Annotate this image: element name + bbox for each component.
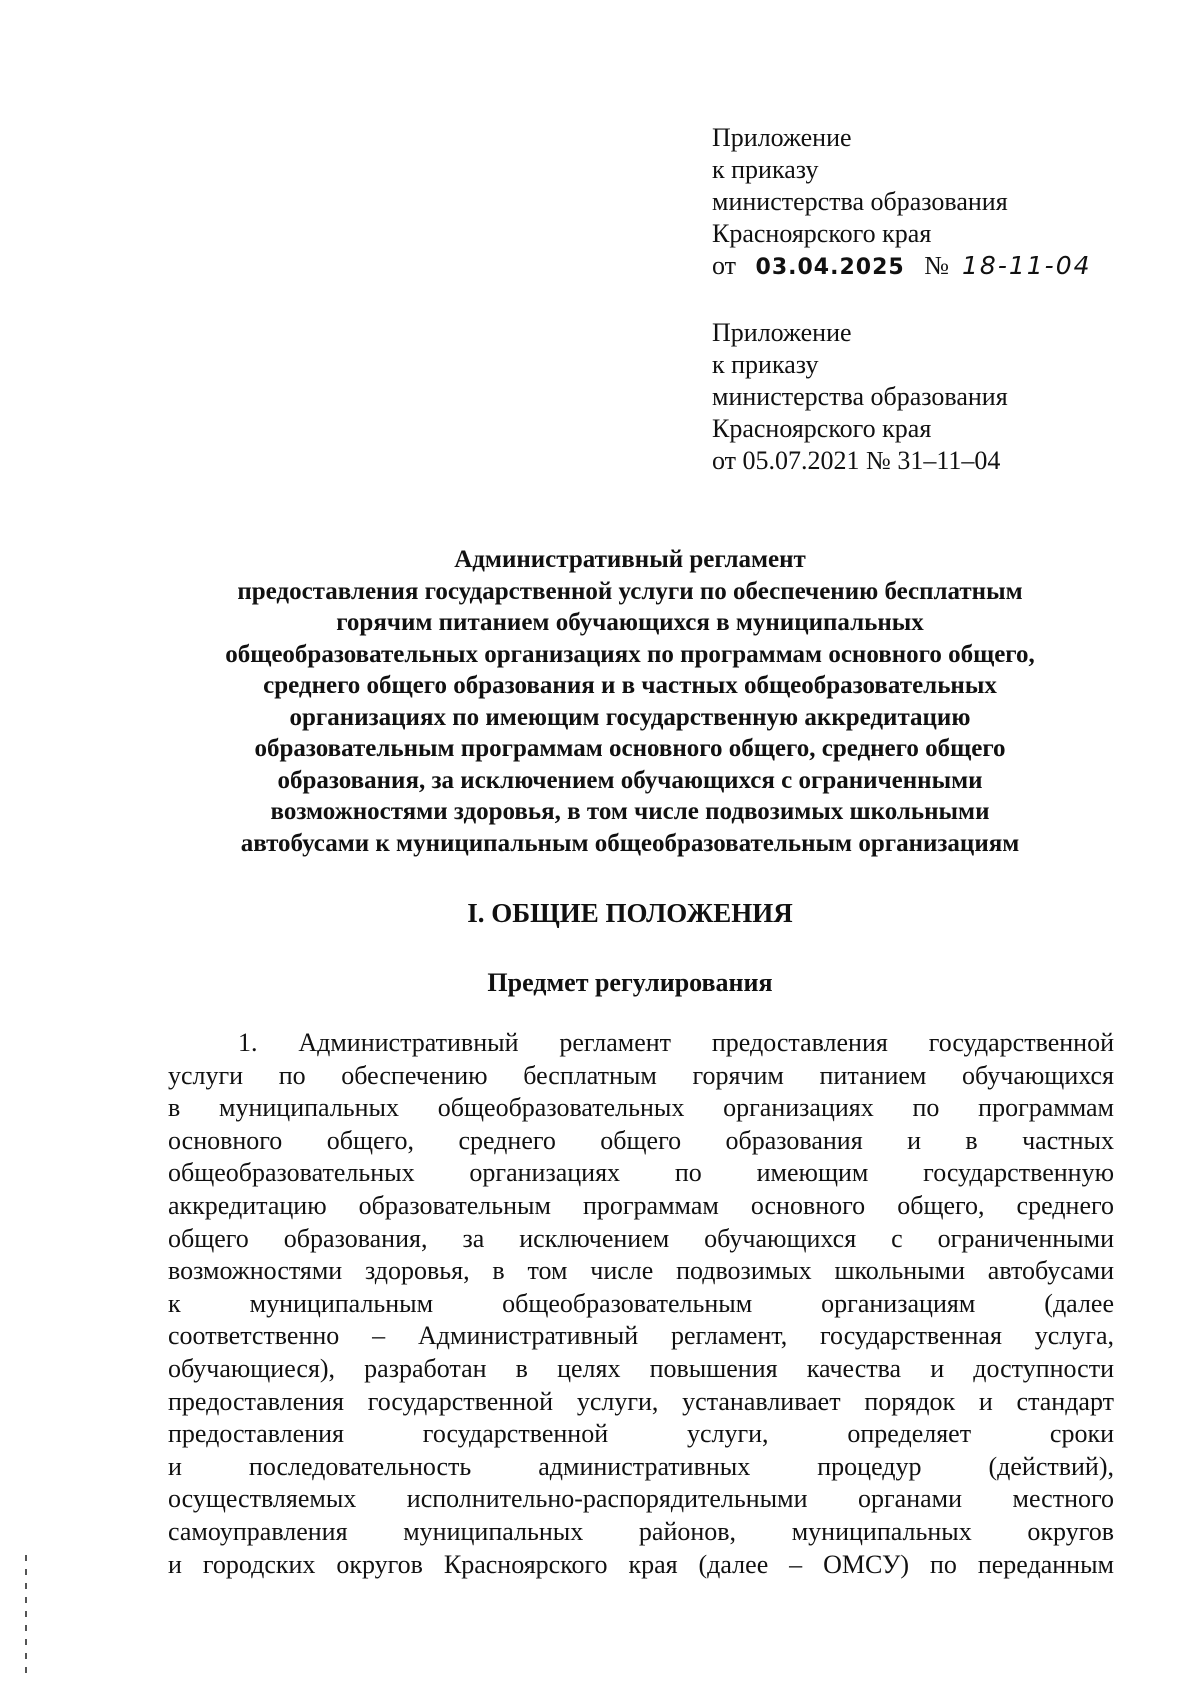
appendix-ministry: министерства образования [712, 187, 1008, 216]
paragraph-line: предоставления государственной услуги, определяет сроки [168, 1419, 1114, 1449]
appendix-label: Приложение [712, 123, 852, 152]
title-line: горячим питанием обучающихся в муниципальных [336, 609, 924, 636]
paragraph-line: соответственно – Административный регламент, государственная услуга, [168, 1321, 1114, 1351]
paragraph-line: обучающиеся), разработан в целях повышения качества и доступности [168, 1353, 1114, 1383]
section-heading: I. ОБЩИЕ ПОЛОЖЕНИЯ [467, 898, 793, 928]
title-line: образовательным программам основного общего, среднего общего [254, 735, 1006, 762]
title-line: организациях по имеющим государственную аккредитацию [289, 703, 971, 731]
title-line: предоставления государственной услуги по обеспечению бесплатным [237, 577, 1023, 605]
from-label: от [712, 251, 737, 280]
paragraph-line: общеобразовательных организациях по имеющим государственную [168, 1158, 1114, 1188]
appendix-label: Приложение [712, 318, 852, 347]
appendix-header-current [712, 122, 1092, 284]
paragraph-line: общего образования, за исключением обучающихся с ограниченными [168, 1223, 1114, 1253]
title-line: автобусами к муниципальным общеобразовательным организациям [240, 829, 1020, 857]
paragraph-line: услуги по обеспечению бесплатным горячим питанием обучающихся [168, 1060, 1114, 1090]
appendix-ministry: министерства образования [712, 382, 1008, 411]
title-line: Административный регламент [454, 546, 806, 573]
paragraph-line: 1. Административный регламент предоставления государственной [238, 1028, 1114, 1057]
paragraph-line: к муниципальным общеобразовательным организациям (далее [168, 1288, 1114, 1318]
section-subheading: Предмет регулирования [487, 968, 773, 997]
title-line: возможностями здоровья, в том числе подвозимых школьными [270, 798, 990, 825]
paragraph-line: возможностями здоровья, в том числе подвозимых школьными автобусами [168, 1256, 1114, 1286]
appendix-region: Красноярского края [712, 219, 932, 248]
handwritten-date: 03.04.2025 [755, 255, 905, 280]
appendix-order-ref: к приказу [712, 350, 819, 379]
number-label: № [924, 251, 950, 280]
title-line: общеобразовательных организациях по программам основного общего, [225, 640, 1035, 668]
title-line: среднего общего образования и в частных общеобразовательных [263, 672, 997, 699]
appendix-region: Красноярского края [712, 414, 932, 443]
appendix-header-original [712, 317, 1008, 477]
paragraph-line: и последовательность административных процедур (действий), [168, 1451, 1114, 1481]
paragraph-line: аккредитацию образовательным программам основного общего, среднего [168, 1190, 1114, 1220]
paragraph-line: осуществляемых исполнительно-распорядительными органами местного [168, 1484, 1114, 1514]
appendix-order-ref: к приказу [712, 155, 819, 184]
paragraph-line: и городских округов Красноярского края (далее – ОМСУ) по переданным [168, 1549, 1114, 1579]
appendix-date-line [712, 250, 1092, 284]
paragraph-line: в муниципальных общеобразовательных организациях по программам [168, 1093, 1114, 1123]
paragraph-1 [168, 1027, 1114, 1581]
document-title [150, 544, 1110, 859]
scan-margin-marks [25, 1555, 27, 1675]
paragraph-line: основного общего, среднего общего образования и в частных [168, 1125, 1114, 1155]
paragraph-line: предоставления государственной услуги, устанавливает порядок и стандарт [168, 1386, 1114, 1416]
appendix-date-number: от 05.07.2021 № 31–11–04 [712, 446, 1001, 475]
handwritten-number: 18-11-04 [962, 251, 1092, 280]
title-line: образования, за исключением обучающихся с ограниченными [277, 766, 983, 794]
paragraph-line: самоуправления муниципальных районов, муниципальных округов [168, 1516, 1114, 1546]
